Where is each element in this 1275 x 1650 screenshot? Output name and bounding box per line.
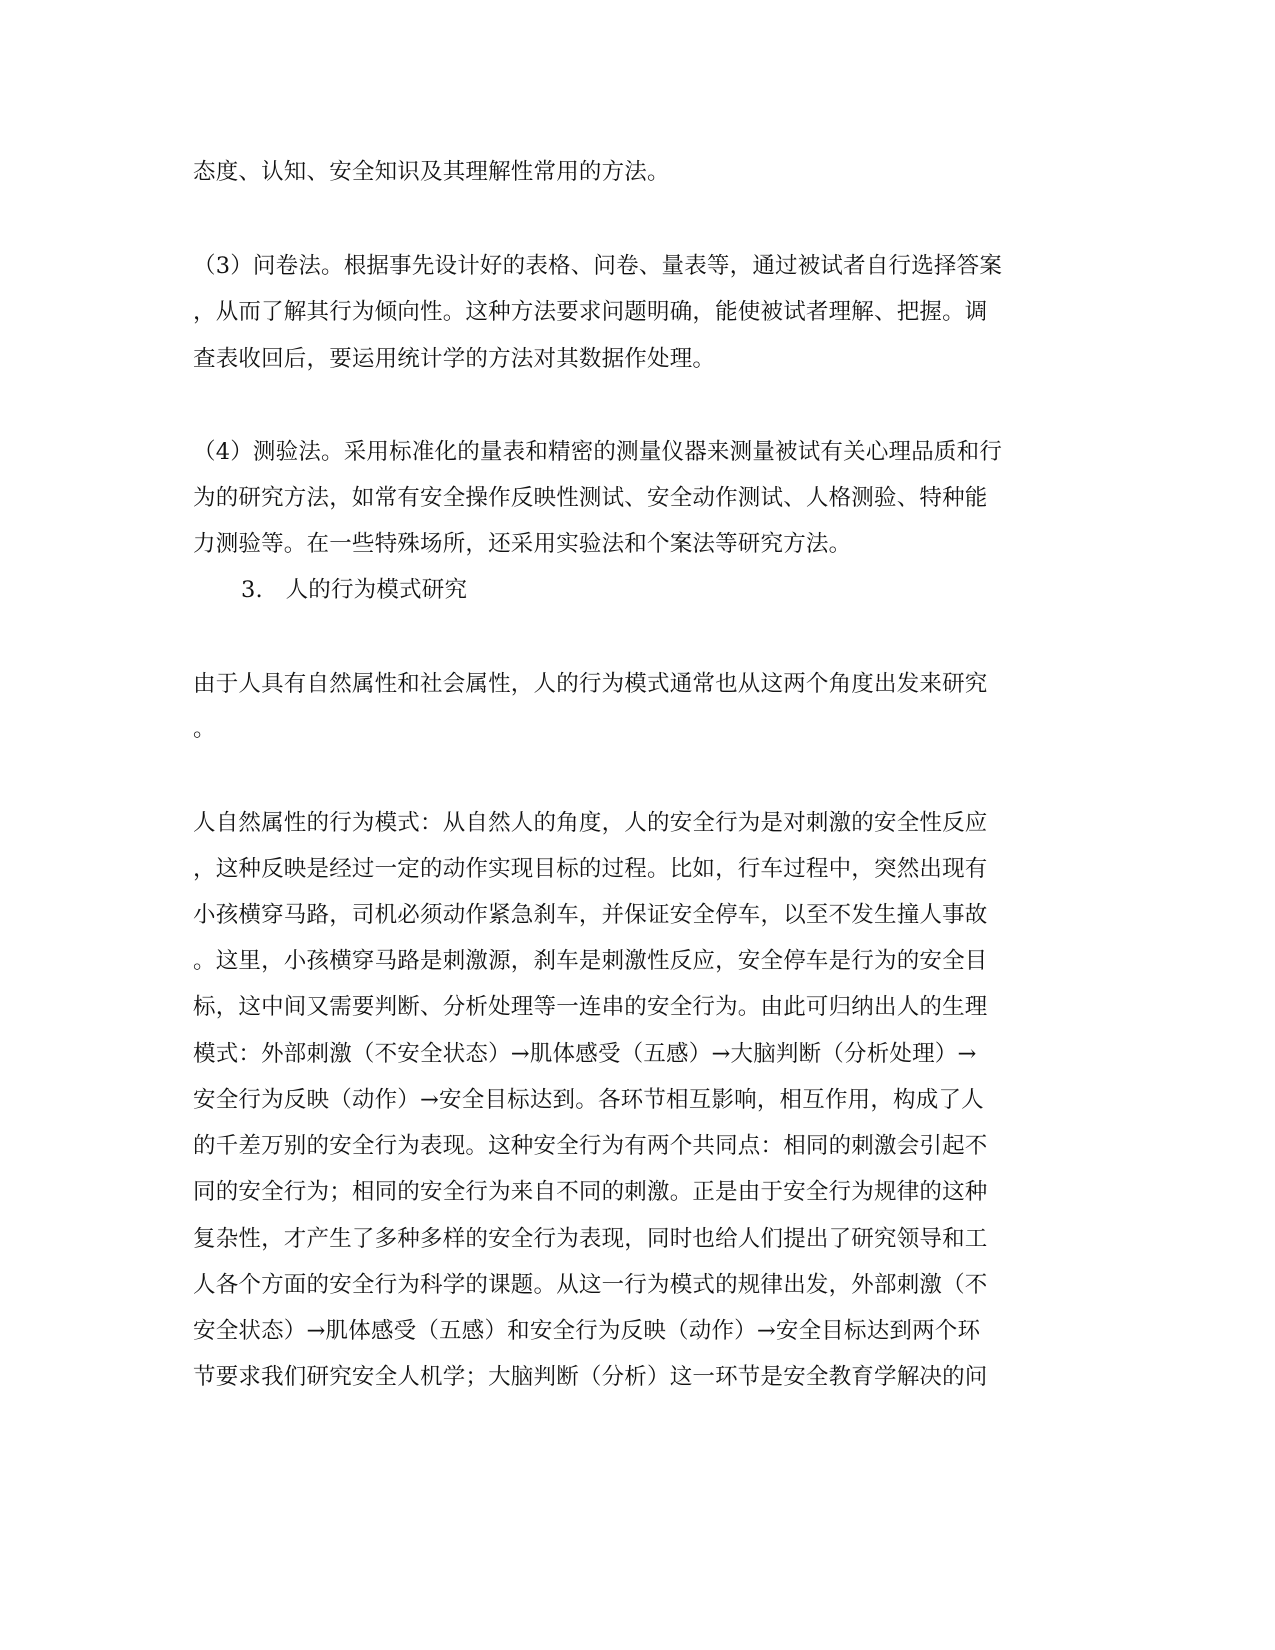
text-line: 态度、认知、安全知识及其理解性常用的方法。 [193, 159, 670, 185]
text-line: 为的研究方法，如常有安全操作反映性测试、安全动作测试、人格测验、特种能 [193, 485, 988, 511]
text-line: 标，这中间又需要判断、分析处理等一连串的安全行为。由此可归纳出人的生理 [193, 994, 988, 1020]
text-line: 同的安全行为；相同的安全行为来自不同的刺激。正是由于安全行为规律的这种 [193, 1179, 988, 1205]
text-line: 人各个方面的安全行为科学的课题。从这一行为模式的规律出发，外部刺激（不 [193, 1272, 988, 1298]
text-line: 安全行为反映（动作）→安全目标达到。各环节相互影响，相互作用，构成了人 [193, 1087, 984, 1113]
text-line: 复杂性，才产生了多种多样的安全行为表现，同时也给人们提出了研究领导和工 [193, 1226, 988, 1252]
text-line: 由于人具有自然属性和社会属性，人的行为模式通常也从这两个角度出发来研究 [193, 671, 988, 697]
text-line: 模式：外部刺激（不安全状态）→肌体感受（五感）→大脑判断（分析处理）→ [193, 1041, 977, 1067]
text-line: ，从而了解其行为倾向性。这种方法要求问题明确，能使被试者理解、把握。调 [193, 299, 988, 325]
text-line: 力测验等。在一些特殊场所，还采用实验法和个案法等研究方法。 [193, 531, 852, 557]
text-line: 的千差万别的安全行为表现。这种安全行为有两个共同点：相同的刺激会引起不 [193, 1133, 988, 1159]
text-line: 人自然属性的行为模式：从自然人的角度，人的安全行为是对刺激的安全性反应 [193, 810, 988, 836]
text-line: （4）测验法。采用标准化的量表和精密的测量仪器来测量被试有关心理品质和行 [193, 439, 1003, 465]
section-heading: 3. 人的行为模式研究 [241, 577, 468, 603]
text-line: 节要求我们研究安全人机学；大脑判断（分析）这一环节是安全教育学解决的问 [193, 1364, 988, 1390]
text-line: 。 [193, 716, 216, 742]
text-line: 安全状态）→肌体感受（五感）和安全行为反映（动作）→安全目标达到两个环 [193, 1318, 981, 1344]
text-line: 。这里，小孩横穿马路是刺激源，刹车是刺激性反应，安全停车是行为的安全目 [193, 948, 988, 974]
text-line: 小孩横穿马路，司机必须动作紧急刹车，并保证安全停车，以至不发生撞人事故 [193, 902, 988, 928]
text-line: （3）问卷法。根据事先设计好的表格、问卷、量表等，通过被试者自行选择答案 [193, 253, 1003, 279]
text-line: ，这种反映是经过一定的动作实现目标的过程。比如，行车过程中，突然出现有 [193, 856, 988, 882]
text-line: 查表收回后，要运用统计学的方法对其数据作处理。 [193, 346, 716, 372]
